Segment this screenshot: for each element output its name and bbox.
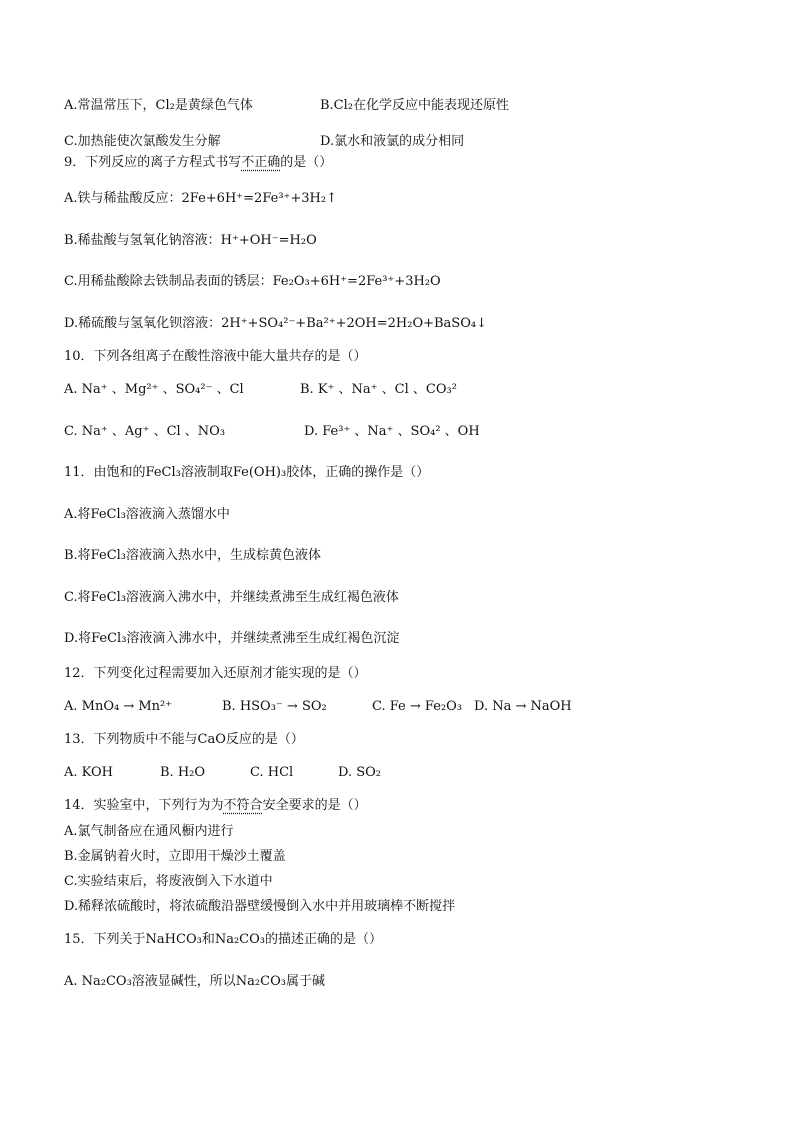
q11-option-c: C.将FeCl₃溶液滴入沸水中，并继续煮沸至生成红褐色液体	[64, 590, 399, 605]
q11-option-a: A.将FeCl₃溶液滴入蒸馏水中	[64, 507, 230, 522]
q10-option-b: B. K⁺ 、Na⁺ 、Cl 、CO₃²	[300, 382, 457, 397]
q9-stem-post: 的是（）	[280, 155, 333, 170]
q13-option-a: A. KOH	[64, 765, 114, 780]
q9-option-b: B.稀盐酸与氢氧化钠溶液：H⁺+OH⁻=H₂O	[64, 233, 317, 248]
q9-option-a: A.铁与稀盐酸反应：2Fe+6H⁺=2Fe³⁺+3H₂↑	[64, 191, 338, 206]
q10-option-c: C. Na⁺ 、Ag⁺ 、Cl 、NO₃	[64, 424, 226, 439]
q14-option-b: B.金属钠着火时，立即用干燥沙土覆盖	[64, 849, 286, 864]
q14-option-a: A.氯气制备应在通风橱内进行	[64, 824, 234, 839]
q9-emphasis: 不正确	[241, 155, 281, 170]
q8-option-b: B.Cl₂在化学反应中能表现还原性	[320, 98, 510, 113]
q8-option-c: C.加热能使次氯酸发生分解	[64, 134, 221, 149]
q10-option-a: A. Na⁺ 、Mg²⁺ 、SO₄²⁻ 、Cl	[64, 382, 244, 397]
q15-stem: 15．下列关于NaHCO₃和Na₂CO₃的描述正确的是（）	[64, 932, 382, 947]
q11-option-d: D.将FeCl₃溶液滴入沸水中，并继续煮沸至生成红褐色沉淀	[64, 631, 400, 646]
q11-stem: 11．由饱和的FeCl₃溶液制取Fe(OH)₃胶体，正确的操作是（）	[64, 465, 430, 480]
q8-option-a: A.常温常压下，Cl₂是黄绿色气体	[64, 98, 253, 113]
q14-option-d: D.稀释浓硫酸时，将浓硫酸沿器壁缓慢倒入水中并用玻璃棒不断搅拌	[64, 899, 456, 914]
q11-option-b: B.将FeCl₃溶液滴入热水中，生成棕黄色液体	[64, 548, 322, 563]
q13-stem: 13．下列物质中不能与CaO反应的是（）	[64, 732, 304, 747]
q14-emphasis: 不符合	[223, 798, 263, 813]
q14-stem-pre: 14．实验室中，下列行为为	[64, 798, 224, 813]
q13-option-c: C. HCl	[250, 765, 294, 780]
q9-option-d: D.稀硫酸与氢氧化钡溶液：2H⁺+SO₄²⁻+Ba²⁺+2OH=2H₂O+BaSO₄↓	[64, 316, 487, 331]
q12-option-a: A. MnO₄ → Mn²⁺	[64, 699, 173, 714]
q14-option-c: C.实验结束后，将废液倒入下水道中	[64, 874, 273, 889]
q12-option-c: C. Fe → Fe₂O₃	[372, 699, 462, 714]
q13-option-b: B. H₂O	[160, 765, 206, 780]
q10-stem: 10．下列各组离子在酸性溶液中能大量共存的是（）	[64, 349, 367, 364]
q15-option-a: A. Na₂CO₃溶液显碱性，所以Na₂CO₃属于碱	[64, 974, 325, 989]
q12-option-d: D. Na → NaOH	[474, 699, 572, 714]
q9-stem	[64, 153, 332, 173]
q12-stem: 12．下列变化过程需要加入还原剂才能实现的是（）	[64, 666, 367, 681]
q9-stem-pre: 9．下列反应的离子方程式书写	[64, 155, 242, 170]
q14-stem	[64, 796, 367, 816]
q8-option-d: D.氯水和液氯的成分相同	[320, 134, 465, 149]
q12-option-b: B. HSO₃⁻ → SO₂	[222, 699, 327, 714]
q9-option-c: C.用稀盐酸除去铁制品表面的锈层：Fe₂O₃+6H⁺=2Fe³⁺+3H₂O	[64, 274, 441, 289]
q13-option-d: D. SO₂	[338, 765, 381, 780]
q10-option-d: D. Fe³⁺ 、Na⁺ 、SO₄² 、OH	[304, 424, 480, 439]
q14-stem-post: 安全要求的是（）	[262, 798, 367, 813]
